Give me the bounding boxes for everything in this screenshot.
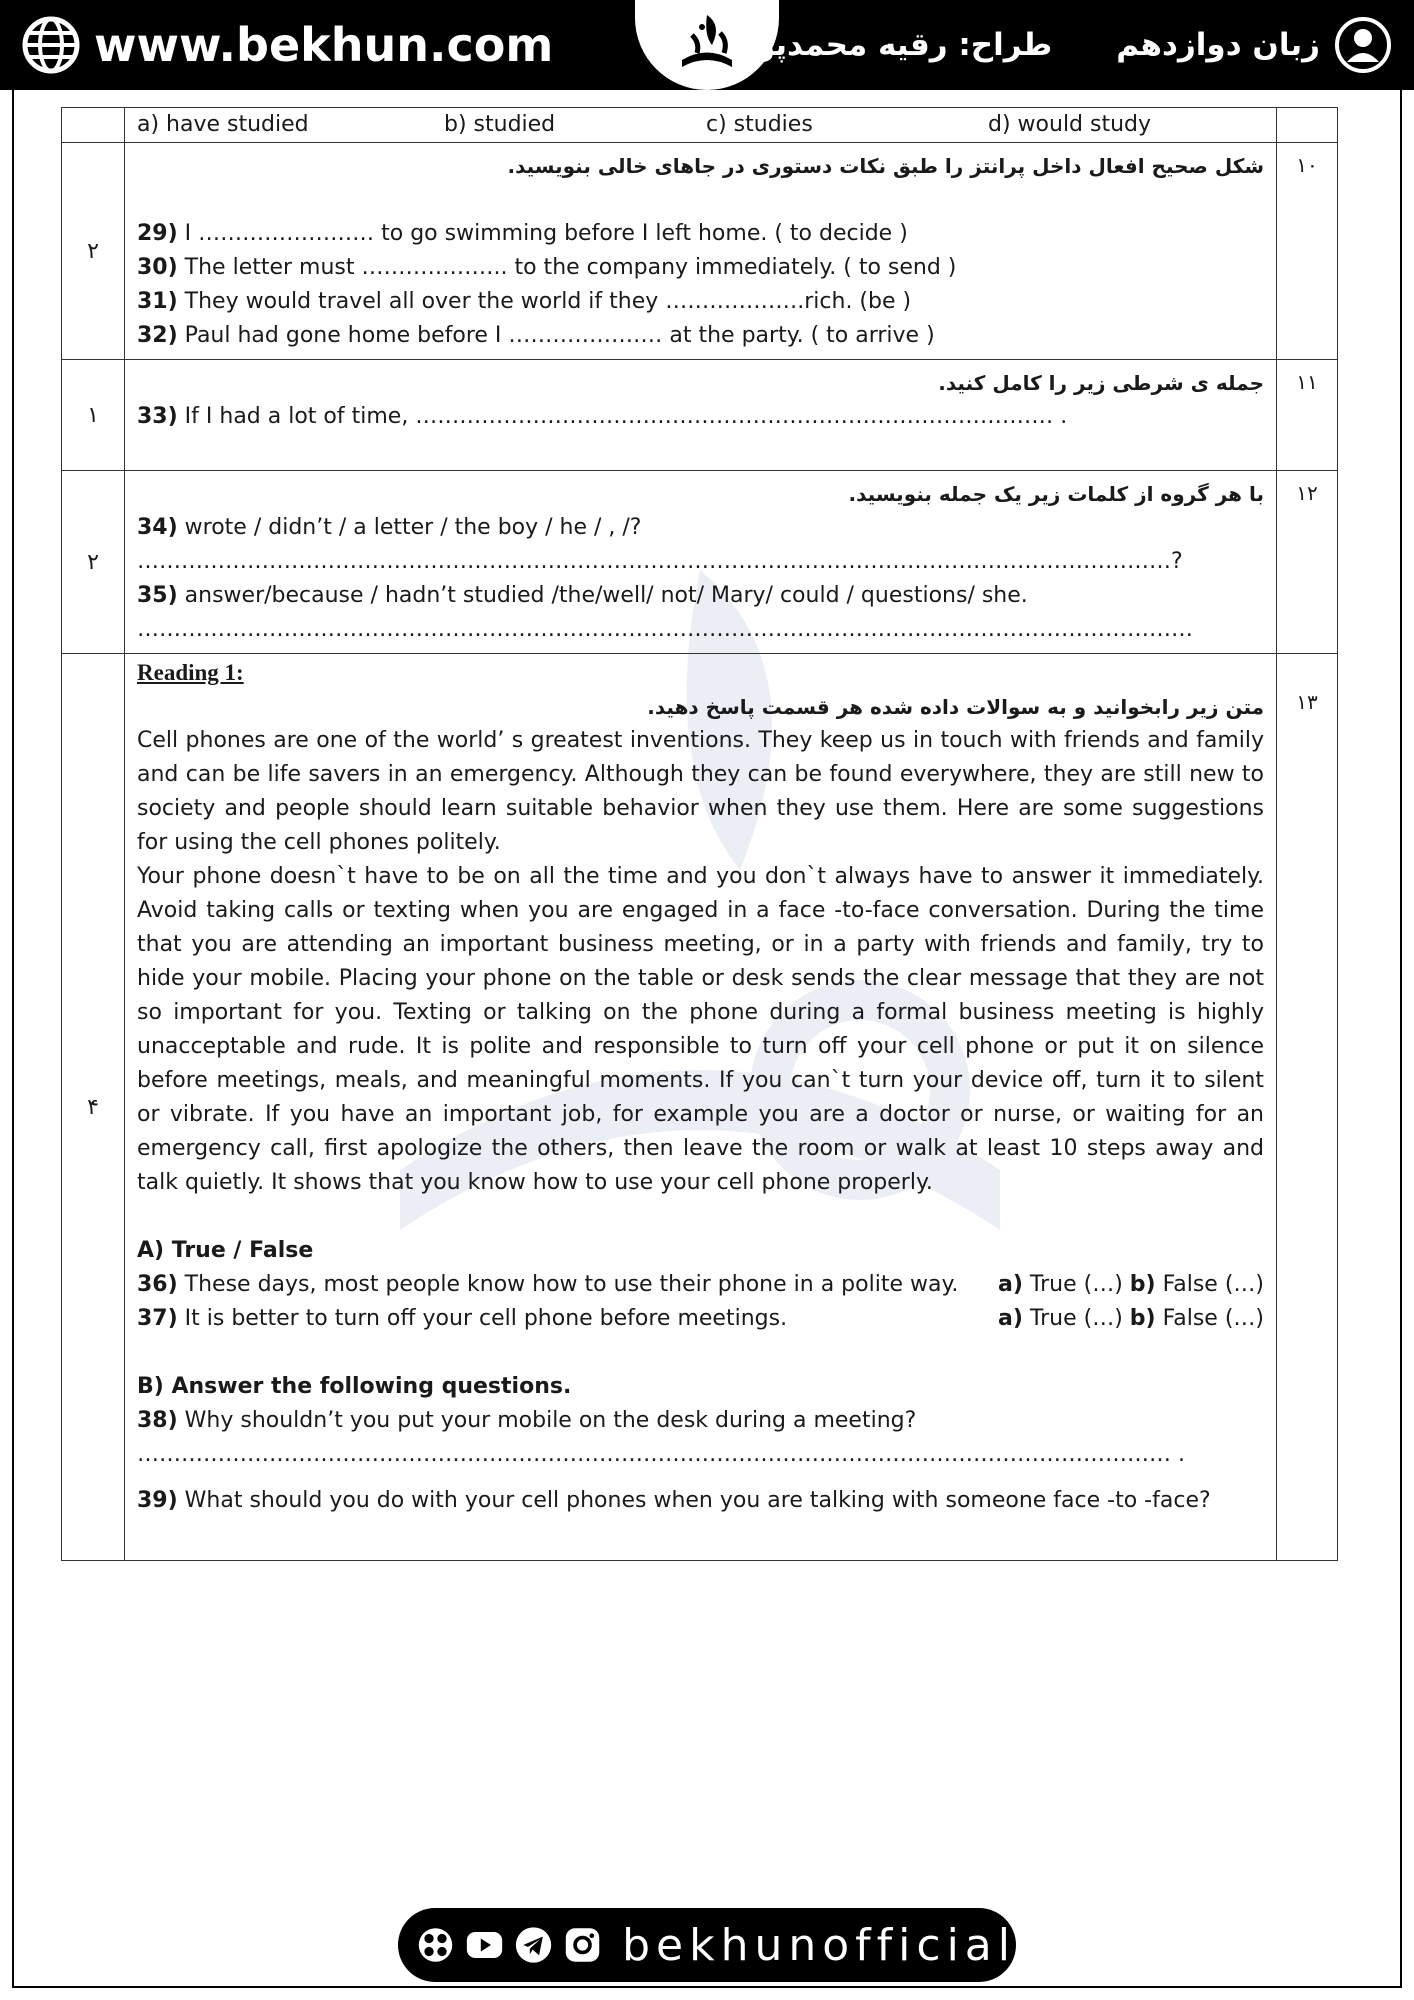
question-11-row bbox=[62, 360, 1338, 471]
section-a-heading: A) True / False bbox=[137, 1238, 314, 1263]
answer-line-34[interactable]: ……………………………………………………………………………………………………………………………? bbox=[137, 549, 1183, 574]
item-37: 37) It is better to turn off your cell phone before meetings. a) True (…) b) False (…) bbox=[137, 1306, 1264, 1331]
false-option[interactable]: False (…) bbox=[1155, 1306, 1264, 1331]
instagram-icon[interactable] bbox=[563, 1924, 602, 1966]
header-title bbox=[738, 14, 1392, 76]
score-cell: ۴ bbox=[62, 654, 125, 1561]
item-33: 33) If I had a lot of time, …………………………………………………………………………… . bbox=[137, 404, 1068, 429]
item-34: 34) wrote / didn’t / a letter / the boy / he / , /? bbox=[137, 515, 642, 540]
question-number: ۱۲ bbox=[1277, 471, 1338, 654]
item-38: 38) Why shouldn’t you put your mobile on the desk during a meeting? bbox=[137, 1408, 917, 1433]
true-option[interactable]: True (…) bbox=[1022, 1306, 1123, 1331]
false-option[interactable]: False (…) bbox=[1155, 1272, 1264, 1297]
score-cell: ۲ bbox=[62, 143, 125, 360]
youtube-icon[interactable] bbox=[465, 1924, 504, 1966]
instruction: جمله ی شرطی زیر را کامل کنید. bbox=[938, 371, 1264, 395]
exam-table bbox=[61, 107, 1338, 1561]
aparat-icon[interactable] bbox=[416, 1924, 455, 1966]
item-29: 29) I …………………… to go swimming before I left home. ( to decide ) bbox=[137, 221, 908, 246]
reading-paragraph-2: Your phone doesn`t have to be on all the time and you don`t always have to answer it immediately. Avoid taking calls or texting when you are engaged in a face -to-face conversation. During the time that you are attending an important business meeting, or in a party with friends and family, try to hide your mobile. Placing your phone on the table or desk sends the clear message that they are not so important for you. Texting or talking on the phone during a formal business meeting is highly unacceptable and rude. It is polite and responsible to turn off your cell phone or put it on silence before meetings, meals, and meaningful moments. If you can`t turn your device off, turn it to silent or vibrate. If you have an important job, for example you are a doctor or nurse, or waiting for an emergency call, first apologize the others, then leave the room or walk at least 10 steps away and talk quietly. It shows that you know how to use your cell phone properly. bbox=[137, 864, 1264, 1195]
reading-paragraph-1: Cell phones are one of the world’ s greatest inventions. They keep us in touch with friends and family and can be life savers in an emergency. Although they can be found everywhere, they are still new to society and people should learn suitable behavior when they use them. Here are some suggestions for using the cell phones politely. bbox=[137, 728, 1264, 855]
option-list bbox=[137, 108, 1264, 142]
option-a: a) have studied bbox=[137, 112, 309, 137]
question-number: ۱۱ bbox=[1277, 360, 1338, 471]
option-d: d) would study bbox=[988, 112, 1152, 137]
question-number: ۱۳ bbox=[1277, 654, 1338, 1561]
answer-line-35[interactable]: ……………………………………………………………………………………………………………………………… bbox=[137, 617, 1193, 642]
header-bar bbox=[0, 0, 1414, 90]
reading-title: Reading 1: bbox=[137, 660, 244, 685]
user-icon bbox=[1334, 16, 1392, 74]
question-13-row bbox=[62, 654, 1338, 1561]
option-c: c) studies bbox=[706, 112, 813, 137]
social-handle[interactable]: bekhunofficial bbox=[622, 1919, 1016, 1971]
instruction: با هر گروه از کلمات زیر یک جمله بنویسید. bbox=[848, 482, 1264, 506]
true-option[interactable]: True (…) bbox=[1022, 1272, 1123, 1297]
designer-label: طراح: رقیه محمدپور bbox=[738, 27, 1053, 63]
item-32: 32) Paul had gone home before I ………………… at the party. ( to arrive ) bbox=[137, 323, 935, 348]
subject-label: زبان دوازدهم bbox=[1116, 27, 1320, 63]
question-10-row bbox=[62, 143, 1338, 360]
question-12-row bbox=[62, 471, 1338, 654]
instruction: شکل صحیح افعال داخل پرانتز را طبق نکات دستوری در جاهای خالی بنویسید. bbox=[507, 154, 1264, 178]
footer-social-bar bbox=[398, 1908, 1016, 1982]
site-url: www.bekhun.com bbox=[94, 18, 554, 72]
question-number: ۱۰ bbox=[1277, 143, 1338, 360]
question-9-options-row bbox=[62, 108, 1338, 143]
site-link[interactable] bbox=[22, 14, 553, 76]
answer-line-38[interactable]: …………………………………………………………………………………………………………………………… . bbox=[137, 1442, 1185, 1467]
item-31: 31) They would travel all over the world if they ……………….rich. (be ) bbox=[137, 289, 912, 314]
option-b: b) studied bbox=[444, 112, 556, 137]
item-35: 35) answer/because / hadn’t studied /the/well/ not/ Mary/ could / questions/ she. bbox=[137, 583, 1028, 608]
score-cell: ۱ bbox=[62, 360, 125, 471]
score-cell: ۲ bbox=[62, 471, 125, 654]
item-36: 36) These days, most people know how to use their phone in a polite way. a) True (…) b) False (…) bbox=[137, 1272, 1264, 1297]
globe-icon bbox=[22, 16, 80, 74]
section-b-heading: B) Answer the following questions. bbox=[137, 1374, 572, 1399]
item-39: 39) What should you do with your cell phones when you are talking with someone face -to -face? bbox=[137, 1488, 1211, 1513]
item-30: 30) The letter must ……………….. to the company immediately. ( to send ) bbox=[137, 255, 957, 280]
instruction: متن زیر رابخوانید و به سوالات داده شده هر قسمت پاسخ دهید. bbox=[647, 695, 1264, 719]
telegram-icon[interactable] bbox=[514, 1924, 553, 1966]
